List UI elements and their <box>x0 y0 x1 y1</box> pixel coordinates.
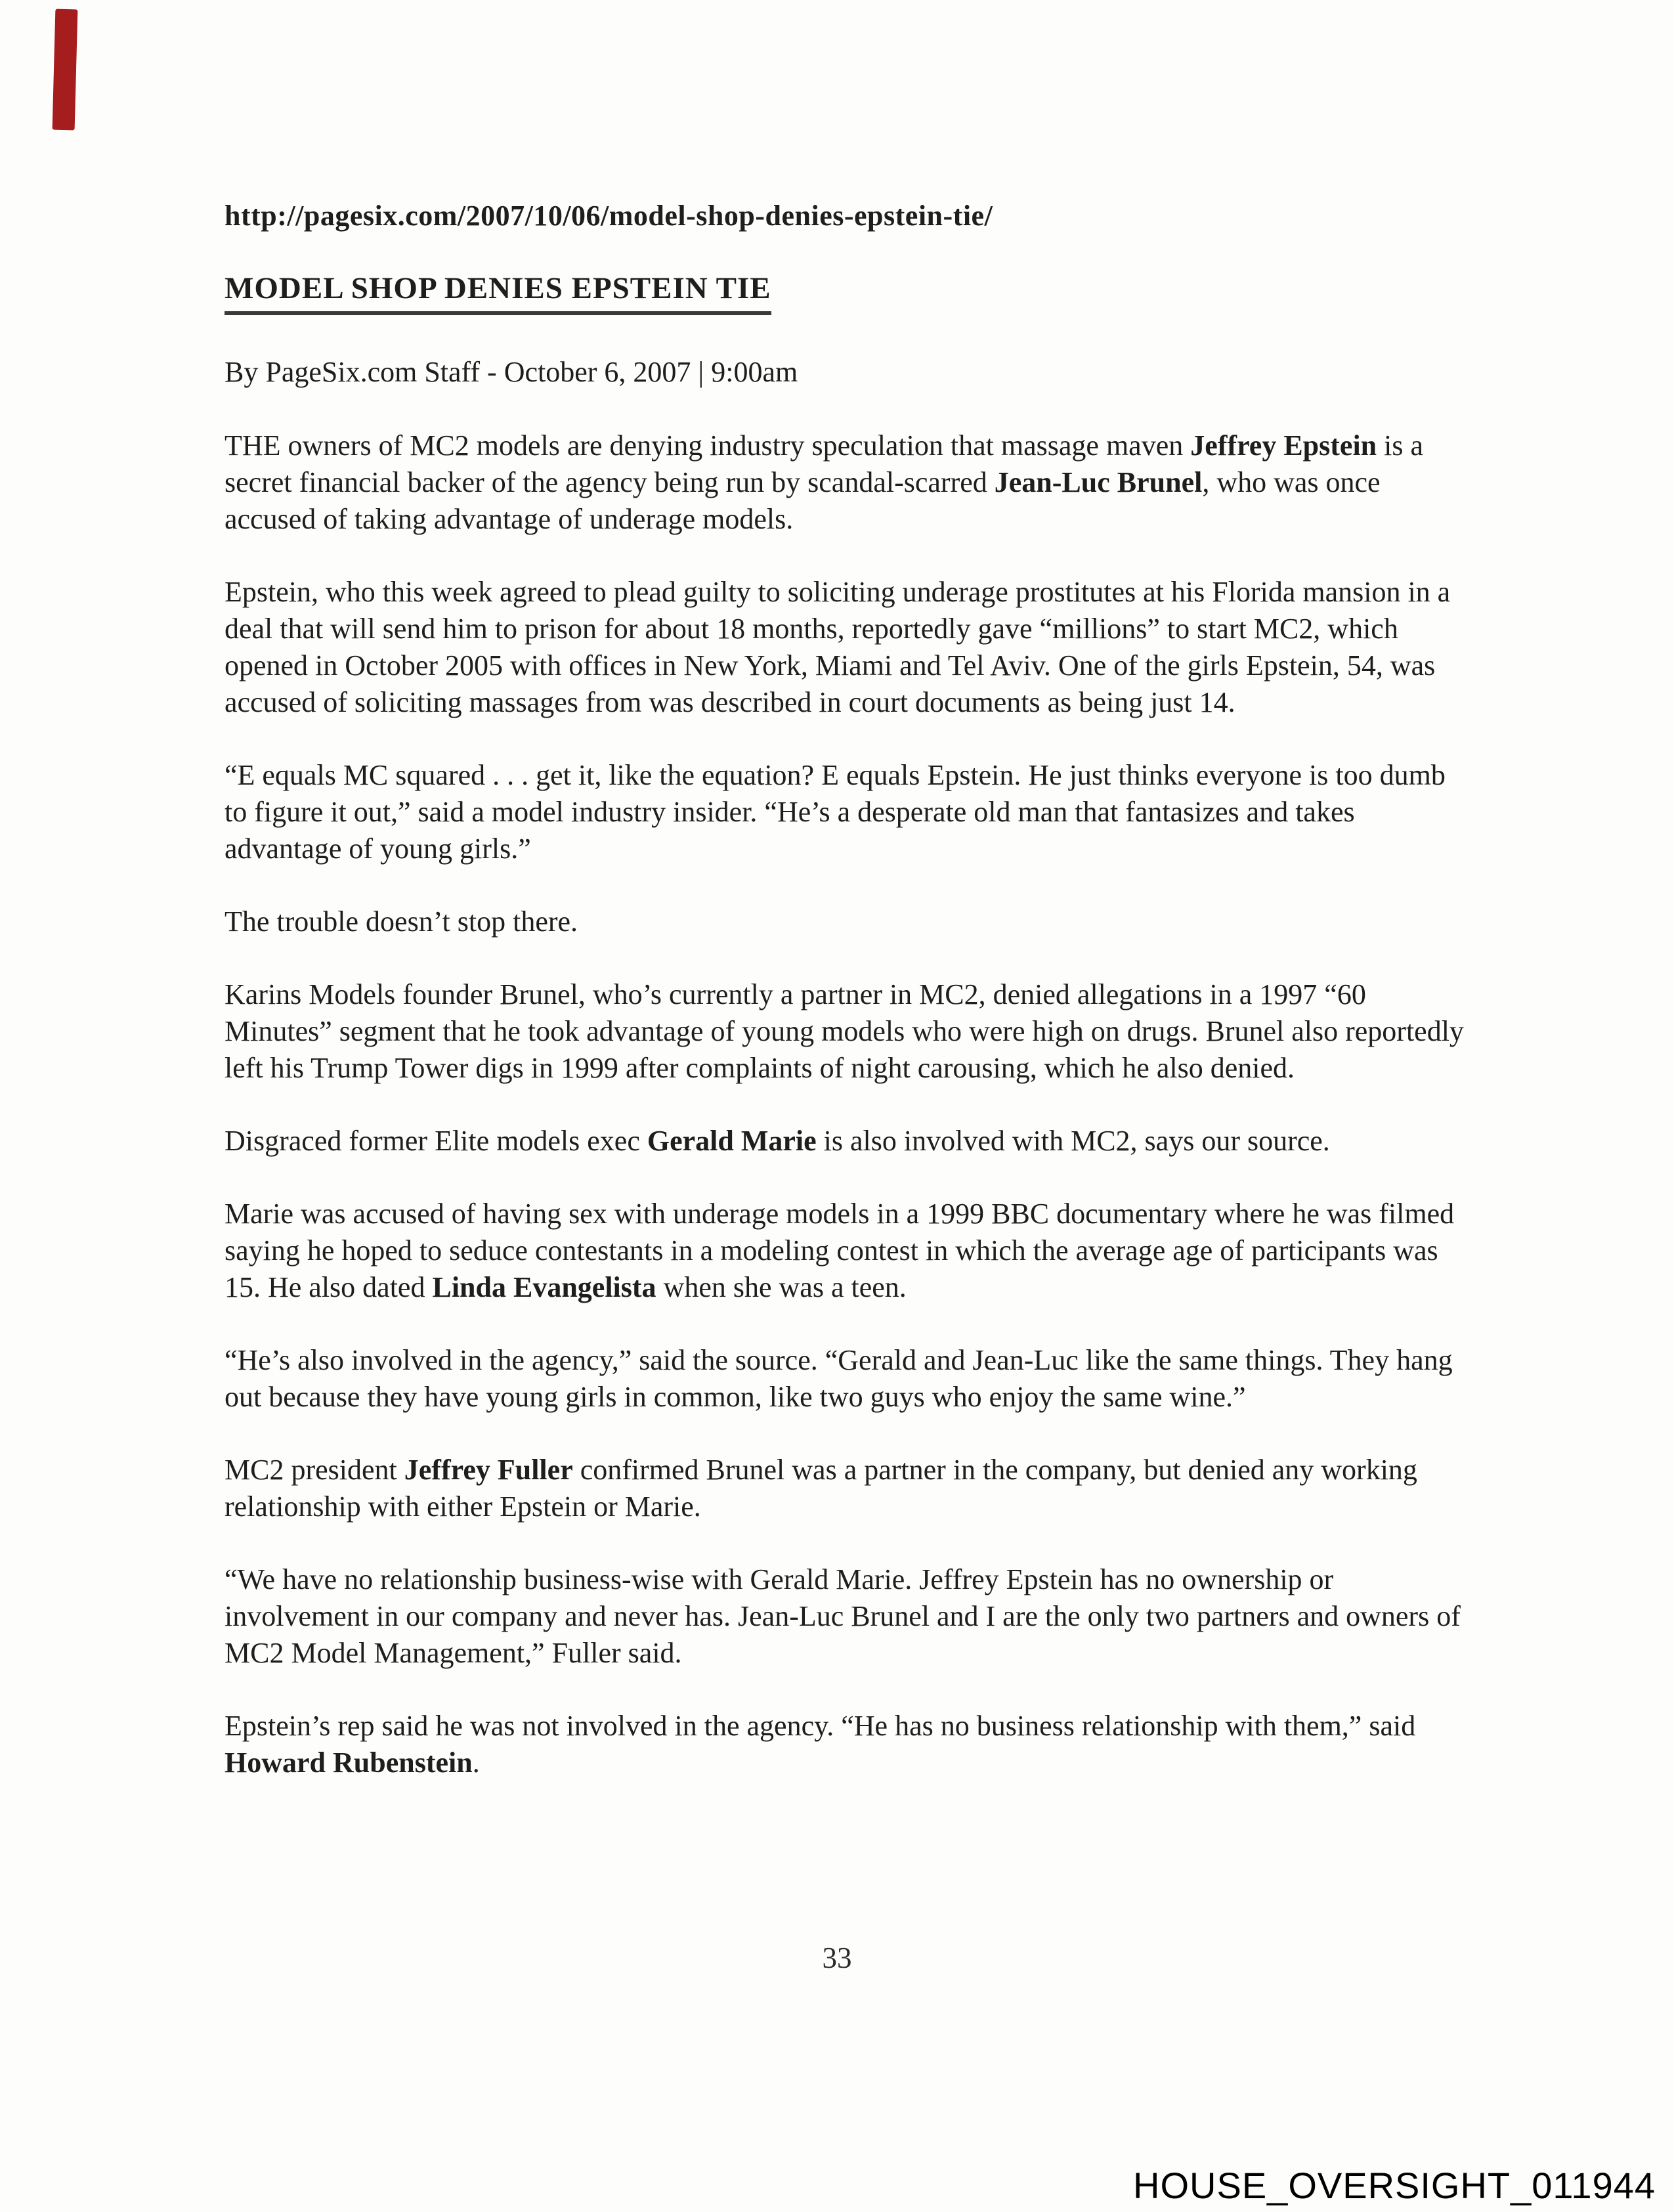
paragraph-text: Marie was accused of having sex with underage models in a 1999 BBC documentary where he was filmed saying he hoped to seduce contestants in a modeling contest in which the average age of participants was 15. He also dated <box>225 1198 1455 1303</box>
article-paragraph <box>225 427 1465 538</box>
article-body <box>225 427 1465 1781</box>
paragraph-text: “We have no relationship business-wise with Gerald Marie. Jeffrey Epstein has no ownership or involvement in our company and never has. Jean-Luc Brunel and I are the only two partners and owners of MC2 Model Management,” Fuller said. <box>225 1563 1461 1669</box>
paragraph-text: is a secret financial backer of the agency being run by scandal-scarred <box>225 429 1424 498</box>
bold-name: Linda Evangelista <box>432 1271 656 1303</box>
paragraph-text: Epstein, who this week agreed to plead guilty to soliciting underage prostitutes at his Florida mansion in a deal that will send him to prison for about 18 months, reportedly gave “millions” to start MC2, which opened in October 2005 with offices in New York, Miami and Tel Aviv. One of the girls Epstein, 54, was accused of soliciting massages from was described in court documents as being just 14. <box>225 576 1451 718</box>
paragraph-text: Disgraced former Elite models exec <box>225 1125 647 1157</box>
article-paragraph <box>225 1123 1465 1160</box>
article-paragraph <box>225 1561 1465 1672</box>
page-number: 33 <box>822 1941 852 1974</box>
article-paragraph <box>225 976 1465 1087</box>
article-paragraph <box>225 1196 1465 1306</box>
paragraph-text: Karins Models founder Brunel, who’s currently a partner in MC2, denied allegations in a 1997 “60 Minutes” segment that he took advantage of young models who were high on drugs. Brunel also reportedly left his Trump Tower digs in 1999 after complaints of night carousing, which he also denied. <box>225 978 1464 1084</box>
headline-row <box>225 271 1465 315</box>
paragraph-text: THE owners of MC2 models are denying industry speculation that massage maven <box>225 429 1191 462</box>
bold-name: Howard Rubenstein <box>225 1746 473 1779</box>
article-paragraph <box>225 757 1465 867</box>
article-paragraph <box>225 1708 1465 1781</box>
paragraph-text: . <box>472 1746 480 1779</box>
paragraph-text: confirmed Brunel was a partner in the company, but denied any working relationship with either Epstein or Marie. <box>225 1454 1417 1523</box>
article-url: http://pagesix.com/2007/10/06/model-shop-denies-epstein-tie/ <box>225 200 993 232</box>
article-paragraph <box>225 574 1465 721</box>
article-content <box>225 197 1465 1817</box>
article-paragraph <box>225 1342 1465 1416</box>
paragraph-text: is also involved with MC2, says our source. <box>816 1125 1330 1157</box>
bold-name: Jeffrey Epstein <box>1190 429 1377 462</box>
bates-stamp: HOUSE_OVERSIGHT_011944 <box>1133 2165 1656 2206</box>
article-paragraph <box>225 903 1465 940</box>
article-headline: MODEL SHOP DENIES EPSTEIN TIE <box>225 271 771 315</box>
bold-name: Jean-Luc Brunel <box>994 466 1203 498</box>
bold-name: Jeffrey Fuller <box>404 1454 573 1486</box>
article-paragraph <box>225 1452 1465 1525</box>
paragraph-text: when she was a teen. <box>656 1271 907 1303</box>
paragraph-text: “E equals MC squared . . . get it, like the equation? E equals Epstein. He just thinks everyone is too dumb to figure it out,” said a model industry insider. “He’s a desperate old man that fantasizes and takes advantage of young girls.” <box>225 759 1446 865</box>
paragraph-text: The trouble doesn’t stop there. <box>225 905 578 938</box>
paragraph-text: , who was once accused of taking advantage of underage models. <box>225 466 1381 535</box>
paragraph-text: Epstein’s rep said he was not involved in the agency. “He has no business relationship with them,” said <box>225 1710 1416 1742</box>
bold-name: Gerald Marie <box>647 1125 817 1157</box>
paragraph-text: MC2 president <box>225 1454 404 1486</box>
red-ink-mark <box>53 9 78 131</box>
paragraph-text: “He’s also involved in the agency,” said the source. “Gerald and Jean-Luc like the same things. They hang out because they have young girls in common, like two guys who enjoy the same wine.” <box>225 1344 1453 1413</box>
article-byline: By PageSix.com Staff - October 6, 2007 | 9:00am <box>225 356 798 388</box>
